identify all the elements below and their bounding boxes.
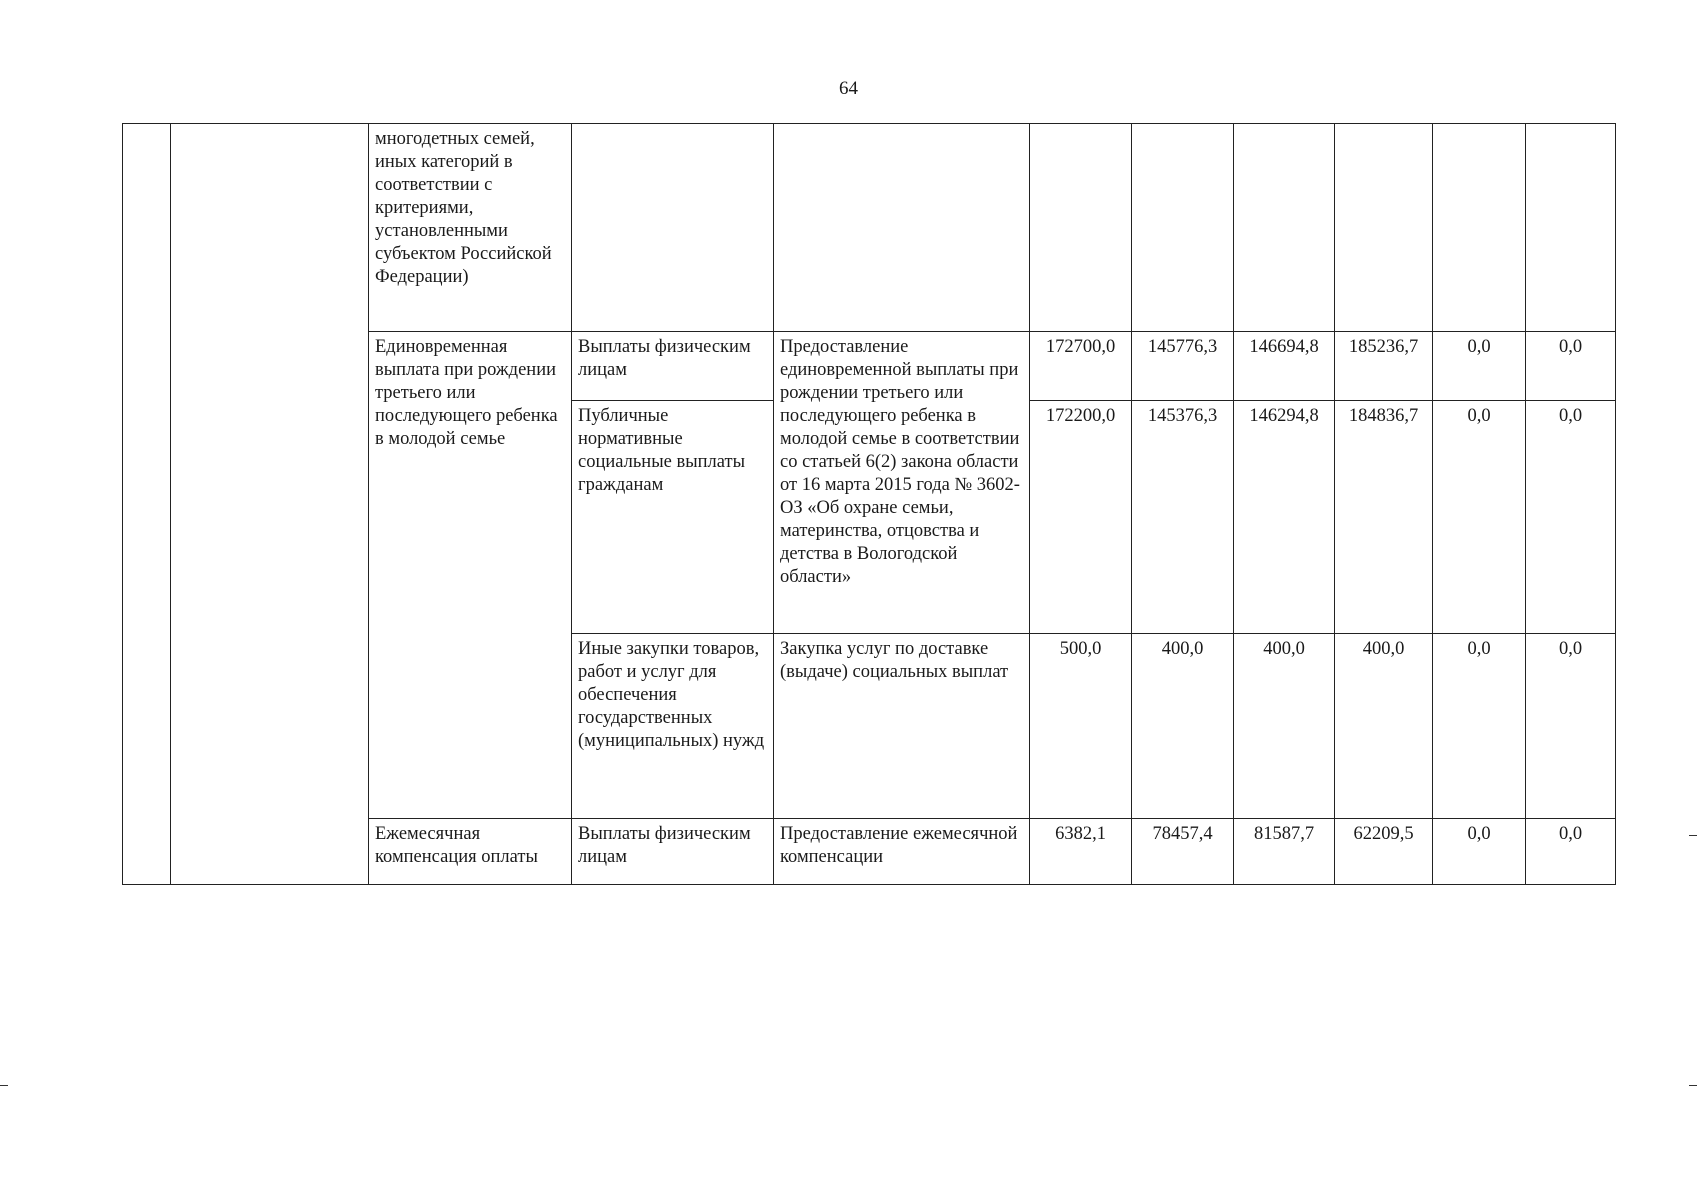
value-cell: 500,0 bbox=[1030, 634, 1132, 819]
value-cell: 6382,1 bbox=[1030, 819, 1132, 885]
value-cell: 145376,3 bbox=[1132, 401, 1234, 634]
value-cell: 172700,0 bbox=[1030, 332, 1132, 401]
value-cell: 146294,8 bbox=[1234, 401, 1335, 634]
value-cell bbox=[1132, 124, 1234, 332]
value-cell: 145776,3 bbox=[1132, 332, 1234, 401]
value-cell: 0,0 bbox=[1433, 401, 1526, 634]
value-cell: 172200,0 bbox=[1030, 401, 1132, 634]
expense-type-cell bbox=[572, 124, 774, 332]
measure-name-cell: Ежемесячная компенсация оплаты bbox=[369, 819, 572, 885]
value-cell: 78457,4 bbox=[1132, 819, 1234, 885]
value-cell: 0,0 bbox=[1526, 332, 1616, 401]
value-cell: 81587,7 bbox=[1234, 819, 1335, 885]
value-cell: 0,0 bbox=[1433, 819, 1526, 885]
value-cell: 0,0 bbox=[1433, 634, 1526, 819]
value-cell: 185236,7 bbox=[1335, 332, 1433, 401]
value-cell bbox=[1526, 124, 1616, 332]
value-cell: 184836,7 bbox=[1335, 401, 1433, 634]
description-cell: Закупка услуг по доставке (выдаче) социальных выплат bbox=[774, 634, 1030, 819]
description-cell: Предоставление единовременной выплаты при рождении третьего или последующего ребенка в молодой семье в соответствии со статьей 6(2) закона области от 16 марта 2015 года № 3602-ОЗ «Об охране семьи, материнства, отцовства и детства в Вологодской области» bbox=[774, 332, 1030, 634]
page-number: 64 bbox=[839, 78, 858, 99]
value-cell: 400,0 bbox=[1335, 634, 1433, 819]
scan-edge-mark bbox=[1689, 1085, 1697, 1086]
value-cell: 400,0 bbox=[1132, 634, 1234, 819]
value-cell bbox=[1335, 124, 1433, 332]
scan-edge-mark bbox=[0, 1085, 8, 1086]
table-row bbox=[123, 124, 1616, 332]
value-cell bbox=[1234, 124, 1335, 332]
expense-type-cell: Публичные нормативные социальные выплаты гражданам bbox=[572, 401, 774, 634]
description-cell: Предоставление ежемесячной компенсации bbox=[774, 819, 1030, 885]
description-cell bbox=[774, 124, 1030, 332]
scan-edge-mark bbox=[1689, 835, 1697, 836]
expense-type-cell: Выплаты физическим лицам bbox=[572, 819, 774, 885]
value-cell: 0,0 bbox=[1526, 634, 1616, 819]
value-cell bbox=[1433, 124, 1526, 332]
value-cell: 62209,5 bbox=[1335, 819, 1433, 885]
expense-type-cell: Иные закупки товаров, работ и услуг для обеспечения государственных (муниципальных) нужд bbox=[572, 634, 774, 819]
value-cell: 0,0 bbox=[1526, 401, 1616, 634]
value-cell bbox=[1030, 124, 1132, 332]
value-cell: 0,0 bbox=[1526, 819, 1616, 885]
budget-table bbox=[122, 123, 1616, 885]
expense-type-cell: Выплаты физическим лицам bbox=[572, 332, 774, 401]
value-cell: 146694,8 bbox=[1234, 332, 1335, 401]
measure-name-cell: Единовременная выплата при рождении третьего или последующего ребенка в молодой семье bbox=[369, 332, 572, 819]
value-cell: 0,0 bbox=[1433, 332, 1526, 401]
program-cell bbox=[171, 124, 369, 885]
measure-name-cell: многодетных семей, иных категорий в соответствии с критериями, установленными субъектом Российской Федерации) bbox=[369, 124, 572, 332]
value-cell: 400,0 bbox=[1234, 634, 1335, 819]
index-cell bbox=[123, 124, 171, 885]
